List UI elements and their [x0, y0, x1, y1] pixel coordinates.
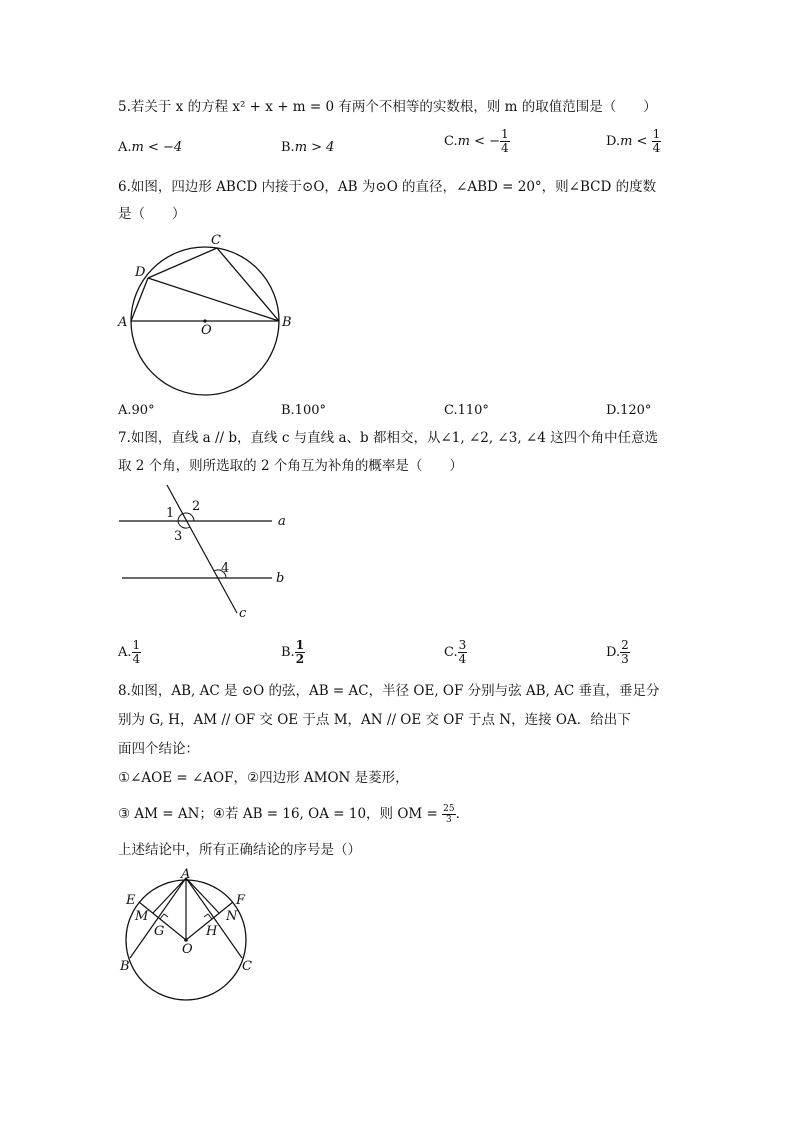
- q7-option-d-fraction: [620, 639, 630, 666]
- q8-conclusions-1-2: ①∠AOE = ∠AOF，②四边形 AMON 是菱形，: [118, 770, 409, 786]
- q6-option-a[interactable]: A.90°: [118, 403, 155, 418]
- fraction-denominator: 4: [652, 141, 661, 155]
- label-f: F: [236, 893, 246, 908]
- label-c: C: [242, 959, 252, 974]
- q6-stem-line2: 是（ ）: [118, 206, 186, 222]
- q7-option-c[interactable]: [444, 639, 467, 666]
- label-h: H: [206, 924, 218, 939]
- segment-am: [153, 878, 186, 913]
- q7-stem-line1: 7.如图，直线 a // b，直线 c 与直线 a、b 都相交，从∠1, ∠2, ∠3, ∠4 这四个角中任意选: [118, 430, 659, 446]
- label-a: A: [181, 867, 191, 882]
- q6-option-c[interactable]: C.110°: [444, 403, 489, 418]
- label-m: M: [135, 909, 149, 924]
- fraction-denominator: 4: [501, 141, 509, 155]
- q7-option-b-fraction: [295, 639, 305, 666]
- fraction-numerator: 2: [621, 638, 629, 652]
- label-o: O: [201, 323, 212, 338]
- q7-option-b[interactable]: [281, 639, 305, 666]
- q5-option-d-prefix: m <: [620, 134, 652, 149]
- q8-conclusions-3-4-text: ③ AM = AN；④若 AB = 16, OA = 10，则 OM =: [118, 806, 443, 822]
- q6-stem-line1: 6.如图，四边形 ABCD 内接于⊙O，AB 为⊙O 的直径，∠ABD = 20°，则∠BCD 的度数: [118, 179, 657, 195]
- label-c: C: [211, 233, 221, 248]
- label-b: B: [282, 315, 292, 330]
- q7-option-d-label: D.: [606, 645, 621, 660]
- q5-option-c-fraction: [500, 128, 510, 155]
- q7-option-c-label: C.: [444, 645, 458, 660]
- fraction-numerator: 1: [132, 638, 141, 652]
- label-angle-1: 1: [166, 506, 175, 521]
- fraction-numerator: 3: [458, 638, 467, 652]
- q8-stem-line2: 别为 G, H，AM // OF 交 OE 于点 M，AN // OE 交 OF 于点 N，连接 OA．给出下: [118, 712, 631, 728]
- q8-stem-line1: 8.如图，AB, AC 是 ⊙O 的弦，AB = AC，半径 OE, OF 分别与弦 AB, AC 垂直，垂足分: [118, 683, 660, 699]
- q8-conclusions-3-4: [118, 804, 469, 825]
- q8-stem-line3: 面四个结论：: [118, 741, 199, 757]
- label-b: B: [120, 959, 130, 974]
- label-o: O: [182, 942, 193, 957]
- q5-option-a-label: A.: [118, 140, 132, 155]
- label-angle-2: 2: [192, 499, 201, 514]
- fraction-denominator: 2: [295, 652, 305, 666]
- q5-option-a-expr: m < −4: [131, 140, 183, 155]
- chord-db: [148, 278, 279, 321]
- q5-option-c-prefix: m < −: [457, 134, 501, 149]
- q8-period: ．: [455, 806, 470, 822]
- q7-stem-line2: 取 2 个角，则所选取的 2 个角互为补角的概率是（ ）: [118, 458, 463, 474]
- q8-circle-figure: [113, 866, 273, 1006]
- q7-option-c-fraction: [458, 639, 468, 666]
- q8-question: 上述结论中，所有正确结论的序号是（）: [118, 842, 361, 858]
- label-d: D: [135, 265, 146, 280]
- label-line-c: c: [239, 606, 247, 621]
- label-angle-3: 3: [174, 529, 183, 544]
- q5-option-c-label: C.: [444, 134, 458, 149]
- q5-option-b-label: B.: [281, 140, 295, 155]
- q5-stem: 5.若关于 x 的方程 x² + x + m = 0 有两个不相等的实数根，则 m 的取值范围是（ ）: [118, 99, 657, 115]
- q7-option-a-label: A.: [118, 645, 132, 660]
- q5-option-a[interactable]: [118, 138, 182, 158]
- q5-option-d-label: D.: [606, 134, 621, 149]
- label-angle-4: 4: [221, 561, 230, 576]
- q5-option-b-expr: m > 4: [294, 140, 335, 155]
- fraction-numerator: 1: [501, 127, 509, 141]
- label-line-b: b: [276, 571, 285, 586]
- q5-option-d-fraction: [652, 128, 662, 155]
- fraction-denominator: 4: [132, 652, 141, 666]
- segment-an: [186, 878, 219, 913]
- right-angle-h: [204, 914, 212, 919]
- q7-option-a-fraction: [132, 639, 142, 666]
- q5-option-d[interactable]: [606, 128, 661, 155]
- q6-circle-figure: [112, 230, 312, 410]
- fraction-numerator: 1: [295, 638, 305, 652]
- q5-option-c[interactable]: [444, 128, 510, 155]
- label-line-a: a: [278, 514, 286, 529]
- label-e: E: [126, 893, 136, 908]
- fraction-denominator: 3: [621, 652, 629, 666]
- right-angle-g: [160, 914, 168, 919]
- q6-option-d[interactable]: D.120°: [606, 403, 652, 418]
- line-c: [167, 485, 237, 613]
- q7-option-b-label: B.: [281, 645, 295, 660]
- label-a: A: [118, 315, 128, 330]
- fraction-numerator: 25: [443, 804, 455, 814]
- fraction-numerator: 1: [652, 127, 661, 141]
- q7-option-d[interactable]: [606, 639, 630, 666]
- q5-option-b[interactable]: [281, 138, 334, 158]
- fraction-denominator: 3: [445, 815, 452, 825]
- q6-option-b[interactable]: B.100°: [281, 403, 326, 418]
- q7-parallel-lines-figure: [115, 483, 315, 623]
- fraction-denominator: 4: [458, 652, 467, 666]
- label-g: G: [154, 924, 165, 939]
- q7-option-a[interactable]: [118, 639, 141, 666]
- label-n: N: [226, 909, 238, 924]
- q8-om-fraction: [442, 804, 455, 825]
